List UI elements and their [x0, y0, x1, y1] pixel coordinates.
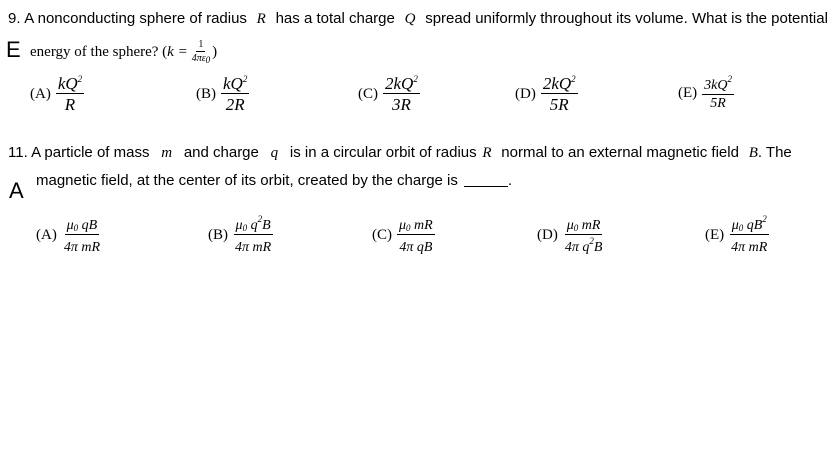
num-text: 2kQ	[385, 74, 414, 93]
q11-option-c[interactable]	[372, 215, 435, 255]
num-rest: mR	[410, 218, 433, 233]
num-sub: 0	[738, 223, 744, 233]
num-sup: 2	[242, 74, 248, 84]
answer-letter-q11: A	[9, 178, 24, 203]
q11-text: and charge	[183, 144, 259, 161]
num-mu: μ	[399, 218, 407, 233]
option-fraction	[221, 75, 249, 113]
option-fraction	[383, 75, 420, 113]
q9-text: spread uniformly throughout its volume. What is the potential	[425, 10, 828, 27]
option-label: (B)	[208, 226, 228, 243]
fraction-denominator: R	[64, 95, 76, 114]
option-label: (C)	[358, 85, 378, 102]
num-sub: 0	[406, 223, 411, 233]
question-11-line-2	[36, 172, 512, 189]
question-11-line-1	[8, 144, 792, 162]
fraction-numerator	[541, 75, 578, 94]
den-tail: B	[593, 240, 603, 255]
q9-text: )	[212, 44, 218, 60]
num-rest: qB	[743, 218, 763, 233]
num-rest: qB	[78, 218, 98, 233]
den-head: 4π mR	[731, 240, 768, 255]
num-sub: 0	[242, 223, 248, 233]
den-head: 4π q	[564, 240, 590, 255]
num-text: 3kQ	[704, 78, 728, 93]
fraction-numerator	[221, 75, 249, 94]
den-head: 4π mR	[235, 240, 272, 255]
q9-text: A nonconducting sphere of radius	[24, 10, 247, 27]
fraction-numerator	[730, 215, 769, 235]
option-fraction	[397, 215, 435, 255]
q11-text: normal to an external magnetic field	[501, 144, 739, 161]
fraction-denominator	[563, 235, 605, 255]
q9-option-e[interactable]	[678, 75, 734, 111]
q11-text: .	[507, 172, 513, 189]
den-sup: 2	[589, 236, 594, 246]
num-sub: 0	[73, 223, 79, 233]
num-tail: B	[262, 218, 271, 233]
num-mu: μ	[731, 218, 739, 233]
question-9-line-1	[8, 10, 828, 28]
fraction-numerator	[56, 75, 84, 94]
answer-blank	[464, 186, 508, 187]
num-sup: 2	[762, 214, 767, 224]
q11-option-e[interactable]	[705, 215, 769, 255]
option-label: (A)	[30, 85, 51, 102]
num-mu: μ	[566, 218, 574, 233]
option-fraction	[729, 215, 769, 255]
option-label: (D)	[537, 226, 558, 243]
fraction-numerator	[565, 215, 603, 235]
num-mu: μ	[235, 218, 243, 233]
num-text: 2kQ	[542, 74, 572, 93]
fraction-denominator: 3R	[391, 95, 411, 114]
q11-text: is in a circular orbit of radius	[289, 144, 477, 161]
answer-letter-q9: E	[6, 37, 21, 62]
var-q: q	[270, 145, 279, 161]
var-B: B	[748, 145, 758, 161]
fraction-numerator	[65, 215, 100, 235]
option-label: (A)	[36, 226, 57, 243]
q9-text: has a total charge	[275, 10, 395, 27]
num-mu: μ	[66, 218, 74, 233]
option-fraction	[702, 75, 734, 111]
q9-option-a[interactable]	[30, 75, 84, 113]
q9-option-c[interactable]	[358, 75, 420, 113]
k-numerator: 1	[198, 39, 204, 50]
option-label: (D)	[515, 85, 536, 102]
option-fraction	[56, 75, 84, 113]
num-sup: 2	[413, 74, 418, 84]
num-rest: q	[247, 218, 258, 233]
question-9-line-2	[30, 40, 217, 65]
q11-option-a[interactable]	[36, 215, 102, 255]
fraction-numerator	[397, 215, 435, 235]
k-definition: k =	[167, 44, 188, 60]
option-fraction	[563, 215, 605, 255]
option-fraction	[541, 75, 578, 113]
k-den-text: 4πε	[191, 53, 206, 64]
option-label: (B)	[196, 85, 216, 102]
q11-option-b[interactable]	[208, 215, 273, 255]
num-text: kQ	[57, 74, 78, 93]
k-denominator	[190, 52, 212, 65]
den-head: 4π qB	[399, 240, 433, 255]
var-R: R	[256, 11, 266, 27]
fraction-denominator	[233, 235, 273, 255]
num-sup: 2	[571, 74, 576, 84]
q11-text: 11. A particle of mass	[8, 144, 150, 161]
fraction-numerator	[234, 215, 273, 235]
fraction-denominator	[397, 235, 434, 255]
fraction-denominator	[62, 235, 102, 255]
num-sup: 2	[77, 74, 83, 84]
var-Q: Q	[404, 11, 416, 27]
k-den-sub: 0	[205, 55, 211, 65]
option-fraction	[62, 215, 102, 255]
option-label: (E)	[678, 84, 698, 101]
var-R: R	[482, 145, 492, 161]
fraction-denominator	[729, 235, 769, 255]
q11-option-d[interactable]	[537, 215, 604, 255]
option-label: (C)	[372, 226, 392, 243]
question-number: 9.	[8, 10, 21, 27]
num-sub: 0	[573, 223, 579, 233]
num-sup: 2	[257, 214, 263, 224]
den-head: 4π mR	[63, 240, 101, 255]
k-fraction	[190, 40, 212, 65]
q9-text: energy of the sphere? (	[30, 44, 168, 60]
option-label: (E)	[705, 226, 725, 243]
var-m: m	[161, 145, 173, 161]
fraction-denominator: 5R	[549, 95, 569, 114]
q11-text: . The	[757, 144, 792, 161]
fraction-denominator: 2R	[225, 95, 245, 114]
num-sup: 2	[727, 74, 732, 84]
fraction-denominator: 5R	[710, 96, 726, 111]
option-fraction	[233, 215, 273, 255]
q9-option-d[interactable]	[515, 75, 578, 113]
num-rest: mR	[578, 218, 601, 233]
fraction-numerator	[702, 75, 734, 95]
num-text: kQ	[223, 74, 243, 93]
q9-option-b[interactable]	[196, 75, 249, 113]
q11-text: magnetic field, at the center of its orbit, created by the charge is	[36, 172, 458, 189]
fraction-numerator	[383, 75, 420, 94]
